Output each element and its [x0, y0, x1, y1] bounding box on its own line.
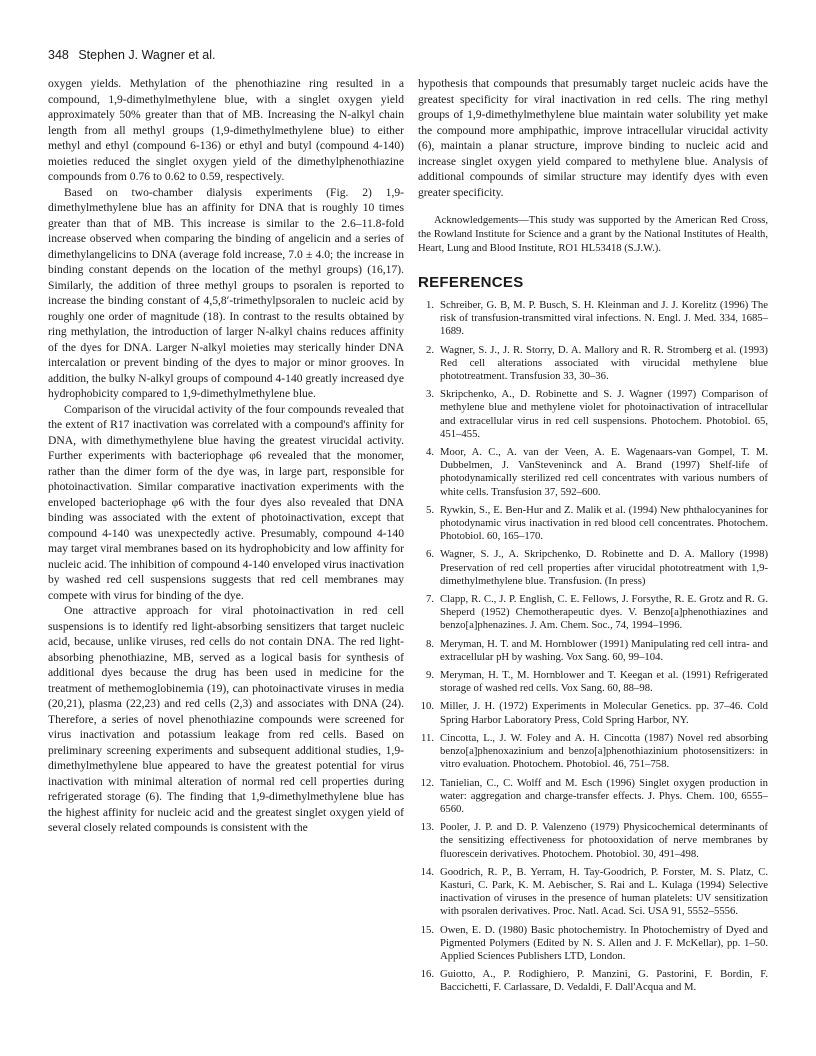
- reference-item: 8. Meryman, H. T. and M. Hornblower (1991) Manipulating red cell intra- and extracellular pH by washing. Vox Sang. 60, 99–104.: [425, 637, 768, 663]
- left-column: [48, 76, 404, 836]
- reference-list: [418, 299, 768, 995]
- reference-item: 10. Miller, J. H. (1972) Experiments in Molecular Genetics. pp. 37–46. Cold Spring Harbor Laboratory Press, Cold Spring Harbor, NY.: [420, 700, 768, 726]
- reference-item: 6. Wagner, S. J., A. Skripchenko, D. Robinette and D. A. Mallory (1998) Preservation of red cell properties after virucidal phototreatment with 1,9-dimethylmethylene blue. Transfusion. (In press): [425, 548, 768, 587]
- reference-item: 11. Cincotta, L., J. W. Foley and A. H. Cincotta (1987) Novel red absorbing benzo[a]phenoxazinium and benzo[a]phenothiazinium photosensitizers: in vitro evaluation. Photochem. Photobiol. 46, 751–758.: [421, 731, 768, 771]
- reference-item: 15. Owen, E. D. (1980) Basic photochemistry. In Photochemistry of Dyed and Pigmented Polymers (Edited by N. S. Allen and J. F. McKellar), pp. 1–50. Applied Sciences Publishers LTD, London.: [420, 923, 768, 962]
- running-header: [48, 48, 215, 62]
- reference-item: 2. Wagner, S. J., J. R. Storry, D. A. Mallory and R. R. Stromberg et al. (1993) Red cell alterations associated with virucidal methylene blue phototreatment. Transfusion 33, 30–36.: [425, 343, 768, 383]
- reference-item: 4. Moor, A. C., A. van der Veen, A. E. Wagenaars-van Gompel, T. M. Dubbelmen, J. VanSteveninck and A. Brand (1997) Shelf-life of photodynamically sterilized red cell concentrates with various numbers of white cells. Transfusion 37, 592–600.: [425, 446, 768, 498]
- reference-item: 12. Tanielian, C., C. Wolff and M. Esch (1996) Singlet oxygen production in water: aggregation and charge-transfer effects. J. Phys. Chem. 100, 6555–6560.: [420, 776, 768, 815]
- running-author: Stephen J. Wagner et al.: [78, 48, 216, 62]
- reference-item: 3. Skripchenko, A., D. Robinette and S. J. Wagner (1997) Comparison of methylene blue and methylene violet for photoinactivation of intracellular and extracellular virus in red cell suspensions. Photochem. Photobiol. 65, 451–455.: [425, 388, 768, 440]
- body-paragraph: Comparison of the virucidal activity of the four compounds revealed that the extent of R17 inactivation was correlated with a compound's affinity for DNA, with dimethymethylene blue having the greatest virucidal activity. Further experiments with bacteriophage φ6 revealed that the monomer, rather than the dimer form of the dye was, in large part, responsible for photoinactivation. Similar comparative inactivation experiments with the enveloped bacteriophage φ6 with the four dyes also revealed that DNA binding was associated with the extent of photoinactivation, except that compound 4-140 was unexpectedly active. Presumably, compound 4-140 may target viral membranes based on its hydrophobicity and low affinity for nucleic acid. The inhibition of compound 4-140 enveloped virus inactivation by washed red cell suspensions suggests that red cell membranes may compete with virus for binding of the dye.: [48, 402, 404, 602]
- reference-item: 1. Schreiber, G. B, M. P. Busch, S. H. Kleinman and J. J. Korelitz (1996) The risk of transfusion-transmitted viral infections. N. Engl. J. Med. 334, 1685–1689.: [425, 299, 768, 338]
- page-number: 348: [48, 48, 69, 62]
- body-paragraph: One attractive approach for viral photoinactivation in red cell suspensions is to identify red light-absorbing sensitizers that target nucleic acid, because, unlike viruses, red cells do not contain DNA. The red light-absorbing phenothiazine, MB, served as a logical basis for synthesis of additional dyes because the drug has been used in medicine for the treatment of methemoglobinemia (19), can photoinactivate viruses in media (20,21), plasma (22,23) and red cells (2,3) and associates with DNA (24). Therefore, a series of novel phenothiazine compounds were screened for virus inactivation and potassium leakage from red cells. Based on preliminary screening experiments and subsequent additional studies, 1,9-dimethylmethylene blue appeared to have the greatest potential for virus inactivation with minimal alteration of normal red cell properties during refrigerated storage (6). The finding that 1,9-dimethylmethylene blue has the highest affinity for nucleic acid and the greatest singlet oxygen yield of several closely related compounds is consistent with the: [48, 604, 404, 834]
- references-heading: REFERENCES: [418, 274, 524, 291]
- reference-item: 7. Clapp, R. C., J. P. English, C. E. Fellows, J. Forsythe, R. E. Grotz and R. G. Sheperd (1952) Chemotherapeutic dyes. V. Benzo[a]phenothiazines and benzo[a]phenazines. J. Am. Chem. Soc., 74, 1994–1996.: [425, 593, 768, 632]
- reference-item: 16. Guiotto, A., P. Rodighiero, P. Manzini, G. Pastorini, F. Bordin, F. Baccichetti, F. Carlassare, D. Vedaldi, F. Dall'Acqua and M.: [420, 968, 768, 994]
- reference-item: 5. Rywkin, S., E. Ben-Hur and Z. Malik et al. (1994) New phthalocyanines for photodynamic virus inactivation in red blood cell concentrates. Photochem. Photobiol. 60, 165–170.: [425, 503, 768, 543]
- reference-item: 13. Pooler, J. P. and D. P. Valenzeno (1979) Physicochemical determinants of the sensitizing effectiveness for photooxidation of nerve membranes by fluorescein derivatives. Photochem. Photobiol. 30, 491–498.: [420, 821, 768, 860]
- body-paragraph: hypothesis that compounds that presumably target nucleic acids have the greatest specificity for viral inactivation in red cells. The ring methyl groups of 1,9-dimethylmethylene blue maintain water solubility yet make the compound more amphipathic, improve intracellular virucidal activity (6), maintain a planar structure, improve binding to nucleic acid and increase singlet oxygen yield compared to methylene blue. Analysis of additional compounds of similar structure may identify dyes with even greater specificity.: [418, 77, 768, 199]
- acknowledgements: Acknowledgements—This study was supported by the American Red Cross, the Rowland Institute for Science and a grant by the National Institutes of Health, Heart, Lung and Blood Institute, RO1 HL53418 (S.J.W.).: [418, 215, 768, 254]
- body-paragraph: Based on two-chamber dialysis experiments (Fig. 2) 1,9-dimethylmethylene blue has an affinity for DNA that is roughly 10 times greater than that of MB. This increase is similar to the 2.6–11.8-fold increase observed when comparing the binding of angelicin and a series of dimethylangelicins to DNA (average fold increase, 7.0 ± 4.0; the increase in binding constant depends on the location of the methyl groups) (16,17). Similarly, the addition of three methyl groups to psoralen is reported to increase the binding constant of 4,5,8′-trimethylpsoralen to nucleic acid by roughly one order of magnitude (18). In contrast to the results obtained by ring methylation, the introduction of larger N-alkyl chains reduces affinity of the dyes for DNA. Larger N-alkyl moieties may sterically hinder DNA intercalation or prevent binding of the dyes to major or minor grooves. In addition, the bulky N-alkyl groups of compound 4-140 greatly increased dye hydrophobicity compared to 1,9-dimethylmethylene blue.: [48, 185, 404, 400]
- right-column: [418, 76, 768, 1000]
- body-paragraph: oxygen yields. Methylation of the phenothiazine ring resulted in a compound, 1,9-dimethylmethylene blue, with a singlet oxygen yield approximately 50% greater than that of MB. Increasing the N-alkyl chain length from all methyl groups (1,9-dimethylmethylene blue) to either methyl and ethyl (compound 6-136) or ethyl and butyl (compound 4-140) moieties reduced the singlet oxygen yield of the dimethylphenothiazine compounds from 0.76 to 0.62 to 0.59, respectively.: [48, 77, 404, 183]
- reference-item: 9. Meryman, H. T., M. Hornblower and T. Keegan et al. (1991) Refrigerated storage of washed red cells. Vox Sang. 60, 88–98.: [425, 669, 768, 695]
- reference-item: 14. Goodrich, R. P., B. Yerram, H. Tay-Goodrich, P. Forster, M. S. Platz, C. Kasturi, C. Park, K. M. Aebischer, S. Rai and L. Kulaga (1994) Selective inactivation of viruses in the presence of human platelets: UV sensitization with psoralen derivatives. Proc. Natl. Acad. Sci. USA 91, 5552–5556.: [420, 865, 768, 918]
